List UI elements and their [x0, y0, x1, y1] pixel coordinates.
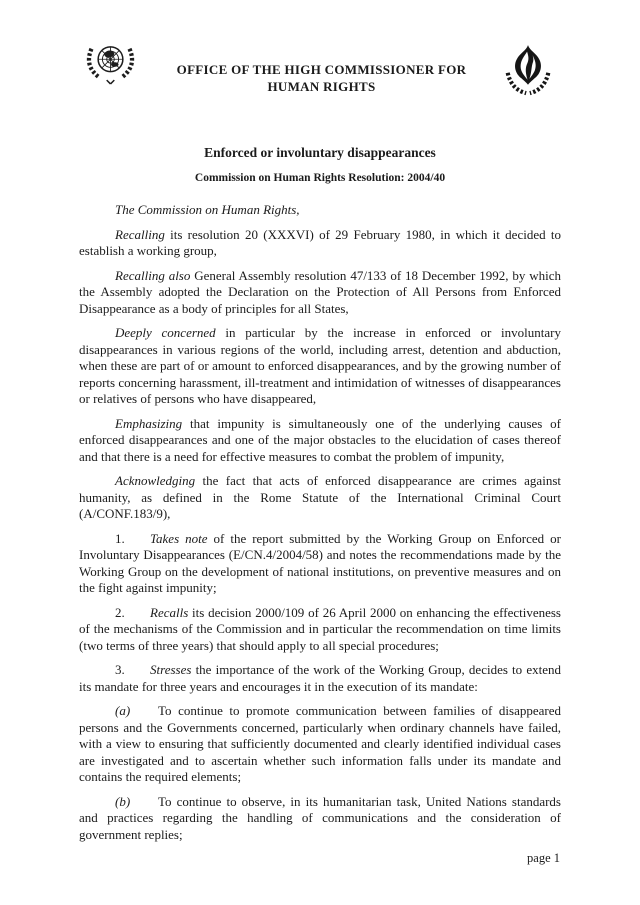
paragraph-lead: Recalling also — [115, 267, 191, 283]
paragraph-text: General Assembly resolution 47/133 of 18 December 1992, by which the Assembly adopted the Declaration on the Protection of All Persons from Enforced Disappearance as a body of principles for all States, — [79, 267, 561, 316]
paragraph-text: To continue to promote communication between families of disappeared persons and the Governments concerned, particularly when ordinary channels have failed, with a view to ensuring that sufficiently documented and clearly identified individual cases are investigated and to ascertain whether such information falls under its mandate and contains the required elements; — [79, 703, 561, 784]
paragraph-lead: Emphasizing — [115, 415, 183, 431]
paragraph-lead: The Commission on Human Rights, — [115, 202, 300, 217]
paragraph-lead: Takes note — [150, 530, 208, 546]
paragraph-text: that impunity is simultaneously one of the underlying causes of enforced disappearances and one of the major obstacles to the elucidation of cases thereof and that there is a need for effective measures to combat the problem of impunity, — [79, 415, 561, 464]
resolution-subtitle: Commission on Human Rights Resolution: 2004/40 — [194, 172, 446, 184]
ohchr-flame-icon — [504, 42, 552, 100]
paragraph-number: 1. — [115, 530, 125, 546]
subparagraph-a — [79, 703, 561, 786]
subparagraph-b — [79, 794, 561, 844]
organization-name-line2: HUMAN RIGHTS — [267, 79, 376, 94]
page-footer — [0, 851, 640, 866]
paragraph-lead: Acknowledging — [115, 473, 196, 488]
organization-name — [139, 61, 504, 95]
paragraph-letter: (a) — [115, 703, 131, 718]
un-emblem-icon — [82, 40, 139, 88]
preamble-paragraph-deeply-concerned — [79, 325, 561, 408]
document-title: Enforced or involuntary disappearances — [204, 145, 436, 160]
preamble-opening — [79, 202, 561, 219]
resolution-body — [0, 202, 640, 843]
organization-name-line1: OFFICE OF THE HIGH COMMISSIONER FOR — [176, 62, 467, 77]
paragraph-text: its decision 2000/109 of 26 April 2000 on enhancing the effectiveness of the mechanisms of the Commission and in particular the recommendation on time limits (two terms of three years) that should apply to all special procedures; — [79, 604, 561, 653]
paragraph-text: To continue to observe, in its humanitarian task, United Nations standards and practices regarding the handling of communications and the consideration of government replies; — [79, 793, 561, 842]
paragraph-text: of the report submitted by the Working Group on Enforced or Involuntary Disappearances (E/CN.4/2004/58) and notes the recommendations made by the Working Group on the development of national institutions, on preventive measures and on the fight against impunity; — [79, 530, 561, 595]
paragraph-lead: Stresses — [150, 662, 192, 677]
operative-paragraph-1 — [79, 531, 561, 597]
paragraph-lead: Deeply concerned — [115, 325, 216, 340]
paragraph-text: the importance of the work of the Working Group, decides to extend its mandate for three years and encourages it in the execution of its mandate: — [79, 662, 561, 694]
paragraph-text: the fact that acts of enforced disappearance are crimes against humanity, as defined in the Rome Statute of the International Criminal Court (A/CONF.183/9), — [79, 473, 561, 521]
paragraph-lead: Recalling — [115, 226, 165, 242]
paragraph-number: 2. — [115, 604, 125, 620]
preamble-paragraph-recalling-also — [79, 268, 561, 318]
paragraph-text: in particular by the increase in enforced or involuntary disappearances in various regions of the world, including arrest, detention and abduction, when these are part of or amount to enforced disappearances, and by the growing number of reports concerning harassment, ill-treatment and intimidation of witnesses of disappearances or relatives of persons who have disappeared, — [79, 325, 561, 406]
preamble-paragraph-recalling — [79, 227, 561, 260]
preamble-paragraph-emphasizing — [79, 416, 561, 466]
document-header — [0, 0, 640, 100]
paragraph-text: its resolution 20 (XXXVI) of 29 February 1980, in which it decided to establish a working group, — [79, 226, 561, 258]
paragraph-lead: Recalls — [150, 604, 189, 620]
paragraph-letter: (b) — [115, 793, 131, 809]
preamble-paragraph-acknowledging — [79, 473, 561, 523]
operative-paragraph-3 — [79, 662, 561, 695]
paragraph-number: 3. — [115, 662, 125, 677]
page-number-label: page 1 — [527, 851, 560, 865]
operative-paragraph-2 — [79, 605, 561, 655]
